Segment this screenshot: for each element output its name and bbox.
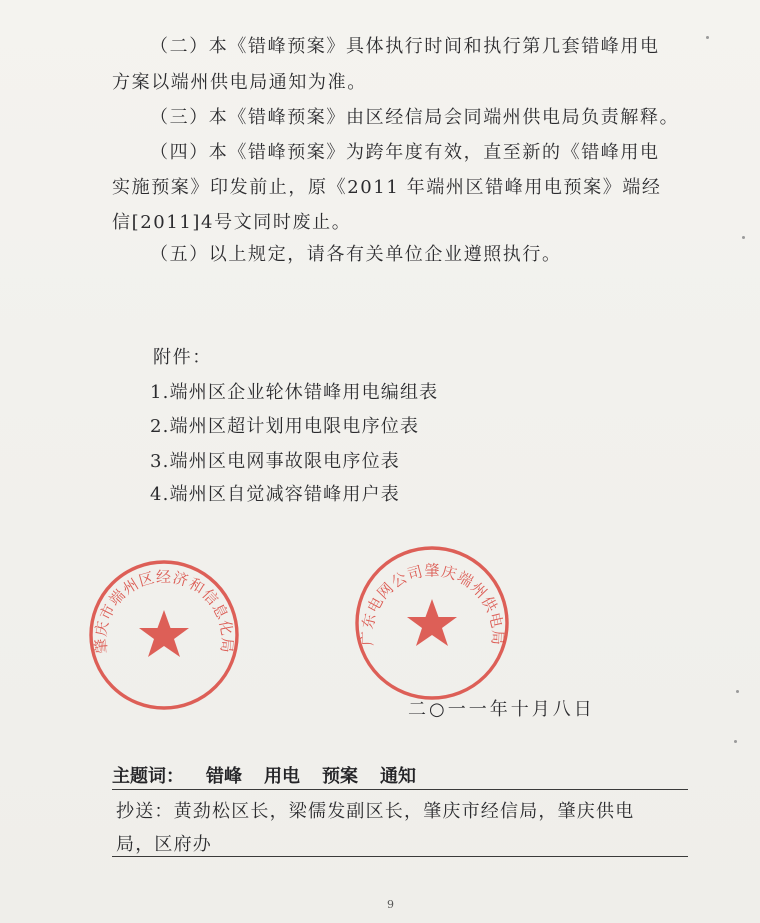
right-official-seal	[350, 541, 515, 706]
body-line-1: （二）本《错峰预案》具体执行时间和执行第几套错峰用电	[150, 36, 660, 57]
body-line-2: 方案以端州供电局通知为准。	[112, 72, 367, 93]
cc-line-1: 抄送：黄劲松区长，梁儒发副区长，肇庆市经信局，肇庆供电	[116, 801, 635, 822]
body-line-5: 实施预案》印发前止，原《2011 年端州区错峰用电预案》端经	[112, 177, 662, 198]
body-line-6: 信[2011]4号文同时废止。	[112, 212, 352, 233]
page-number: 9	[387, 898, 394, 911]
keyword-1: 错峰	[206, 766, 242, 787]
scan-speck	[734, 740, 737, 743]
attachment-item-3: 3.端州区电网事故限电序位表	[150, 451, 400, 472]
scan-speck	[706, 36, 709, 39]
issue-date: 二○一一年十月八日	[408, 699, 595, 720]
attachment-item-2: 2.端州区超计划用电限电序位表	[150, 416, 420, 437]
body-line-7: （五）以上规定，请各有关单位企业遵照执行。	[150, 244, 562, 265]
subject-keywords	[112, 762, 416, 788]
left-seal-star-icon	[139, 610, 189, 657]
svg-text:广东电网公司肇庆端州供电局: 广东电网公司肇庆端州供电局	[358, 561, 507, 647]
right-seal-star-icon	[407, 599, 457, 646]
keywords-label: 主题词：	[112, 766, 184, 787]
cc-line-2: 局，区府办	[116, 834, 212, 855]
divider-bottom	[112, 856, 688, 857]
body-line-4: （四）本《错峰预案》为跨年度有效，直至新的《错峰用电	[150, 142, 660, 163]
attachment-item-4: 4.端州区自觉减容错峰用户表	[150, 484, 400, 505]
attachments-title: 附件：	[153, 347, 212, 368]
body-line-3: （三）本《错峰预案》由区经信局会同端州供电局负责解释。	[150, 107, 680, 128]
divider-top	[112, 789, 688, 790]
left-official-seal	[84, 555, 244, 715]
scan-speck	[736, 690, 739, 693]
svg-text:肇庆市端州区经济和信息化局: 肇庆市端州区经济和信息化局	[91, 567, 237, 655]
scan-speck	[742, 236, 745, 239]
keyword-2: 用电	[264, 766, 300, 787]
attachment-item-1: 1.端州区企业轮休错峰用电编组表	[150, 382, 439, 403]
keyword-4: 通知	[380, 766, 416, 787]
keyword-3: 预案	[322, 766, 358, 787]
